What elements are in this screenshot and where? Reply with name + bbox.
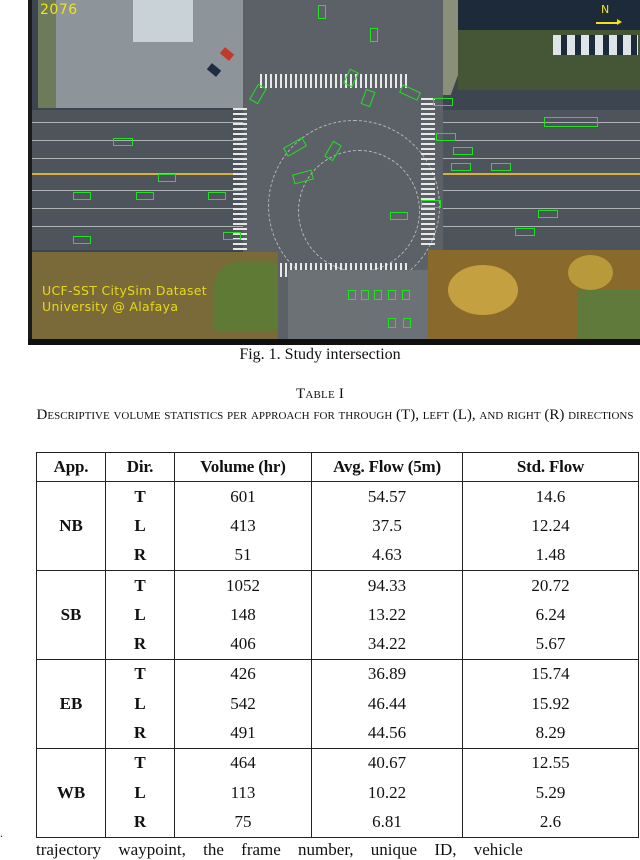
direction-cell: T [106,748,175,778]
vehicle-detection-box [433,98,453,106]
southeast-tree-area [428,250,640,340]
table-row [37,570,639,600]
volume-cell: 51 [175,541,312,571]
table-row [37,629,639,659]
crosswalk-north [260,74,410,88]
std-flow-cell: 15.74 [463,659,639,689]
approach-cell: WB [37,748,106,837]
parked-cars-row [553,35,638,55]
std-flow-cell: 12.55 [463,748,639,778]
dataset-watermark [42,283,207,315]
volume-cell: 1052 [175,570,312,600]
direction-cell: R [106,541,175,571]
turn-path-guide [298,150,420,272]
vehicle-detection-box [348,290,356,300]
lawn [213,262,278,332]
vehicle-detection-box [158,174,176,182]
vehicle-detection-box [136,192,154,200]
std-flow-cell: 15.92 [463,689,639,718]
avg-flow-cell: 54.57 [312,482,463,512]
volume-cell: 426 [175,659,312,689]
volume-cell: 464 [175,748,312,778]
avg-flow-cell: 13.22 [312,600,463,629]
header-approach: App. [37,453,106,482]
header-avg-flow: Avg. Flow (5m) [312,453,463,482]
watermark-line-1: UCF-SST CitySim Dataset [42,283,207,298]
std-flow-cell: 14.6 [463,482,639,512]
table-header-row [37,453,639,482]
body-paragraph-fragment: trajectory waypoint, the frame number, unique ID, vehicle [36,840,523,859]
std-flow-cell: 2.6 [463,807,639,837]
approach-cell: EB [37,659,106,748]
direction-cell: R [106,718,175,748]
volume-cell: 413 [175,511,312,540]
avg-flow-cell: 46.44 [312,689,463,718]
std-flow-cell: 5.67 [463,629,639,659]
lawn [578,290,640,340]
vehicle-detection-box [436,133,456,141]
std-flow-cell: 8.29 [463,718,639,748]
table-row [37,541,639,571]
avg-flow-cell: 40.67 [312,748,463,778]
vehicle-detection-box [388,290,396,300]
parked-car [207,63,221,77]
direction-cell: R [106,629,175,659]
tree [568,255,613,290]
direction-cell: T [106,482,175,512]
table-row [37,659,639,689]
study-intersection-figure [28,0,640,345]
avg-flow-cell: 34.22 [312,629,463,659]
figure-caption: Fig. 1. Study intersection [239,346,401,363]
table-title: Descriptive volume statistics per approach for through (T), left (L), and right (R) directions [36,407,634,423]
vehicle-detection-box [361,290,369,300]
vehicle-detection-box [73,236,91,244]
margin-mark: . [0,826,3,840]
direction-cell: L [106,511,175,540]
avg-flow-cell: 4.63 [312,541,463,571]
std-flow-cell: 12.24 [463,511,639,540]
median-line [28,173,243,175]
direction-cell: T [106,570,175,600]
frame-number-label: 2076 [40,2,78,18]
std-flow-cell: 5.29 [463,778,639,807]
tree [448,265,518,315]
vehicle-detection-box [402,290,410,300]
volume-cell: 75 [175,807,312,837]
parking-lot-northeast [458,0,640,90]
figure-border [28,0,32,345]
volume-cell: 542 [175,689,312,718]
avg-flow-cell: 10.22 [312,778,463,807]
std-flow-cell: 20.72 [463,570,639,600]
header-direction: Dir. [106,453,175,482]
avg-flow-cell: 6.81 [312,807,463,837]
building-roof [133,0,193,42]
parked-car [220,47,234,61]
vehicle-detection-box [421,200,441,208]
volume-cell: 148 [175,600,312,629]
south-approach-road [288,270,428,345]
header-std-flow: Std. Flow [463,453,639,482]
approach-cell: NB [37,482,106,571]
table-label: Table I [295,386,345,402]
direction-cell: T [106,659,175,689]
vehicle-detection-box [113,138,133,146]
direction-cell: L [106,600,175,629]
vehicle-detection-box [403,318,411,328]
north-arrow-icon [596,22,618,24]
bus-detection-box [544,117,598,127]
approach-cell: SB [37,570,106,659]
avg-flow-cell: 44.56 [312,718,463,748]
vehicle-detection-box [370,28,378,42]
avg-flow-cell: 36.89 [312,659,463,689]
volume-statistics-table [36,452,639,838]
volume-cell: 601 [175,482,312,512]
vehicle-detection-box [390,212,408,220]
std-flow-cell: 1.48 [463,541,639,571]
avg-flow-cell: 94.33 [312,570,463,600]
vehicle-detection-box [388,318,396,328]
direction-cell: L [106,689,175,718]
vehicle-detection-box [451,163,471,171]
north-indicator-label: N [601,3,610,16]
vehicle-detection-box [453,147,473,155]
table-row [37,718,639,748]
vehicle-detection-box [515,228,535,236]
watermark-line-2: University @ Alafaya [42,299,179,314]
avg-flow-cell: 37.5 [312,511,463,540]
table-row [37,689,639,718]
vehicle-detection-box [73,192,91,200]
vehicle-detection-box [223,232,241,240]
figure-border [28,339,640,345]
table-row [37,748,639,778]
table-row [37,807,639,837]
volume-cell: 113 [175,778,312,807]
table-row [37,511,639,540]
table-row [37,482,639,512]
direction-cell: R [106,807,175,837]
volume-cell: 491 [175,718,312,748]
vehicle-detection-box [208,192,226,200]
vehicle-detection-box [318,5,326,19]
table-row [37,778,639,807]
median-line [443,173,640,175]
table-row [37,600,639,629]
header-volume: Volume (hr) [175,453,312,482]
std-flow-cell: 6.24 [463,600,639,629]
volume-cell: 406 [175,629,312,659]
direction-cell: L [106,778,175,807]
vehicle-detection-box [374,290,382,300]
vehicle-detection-box [538,210,558,218]
vehicle-detection-box [491,163,511,171]
